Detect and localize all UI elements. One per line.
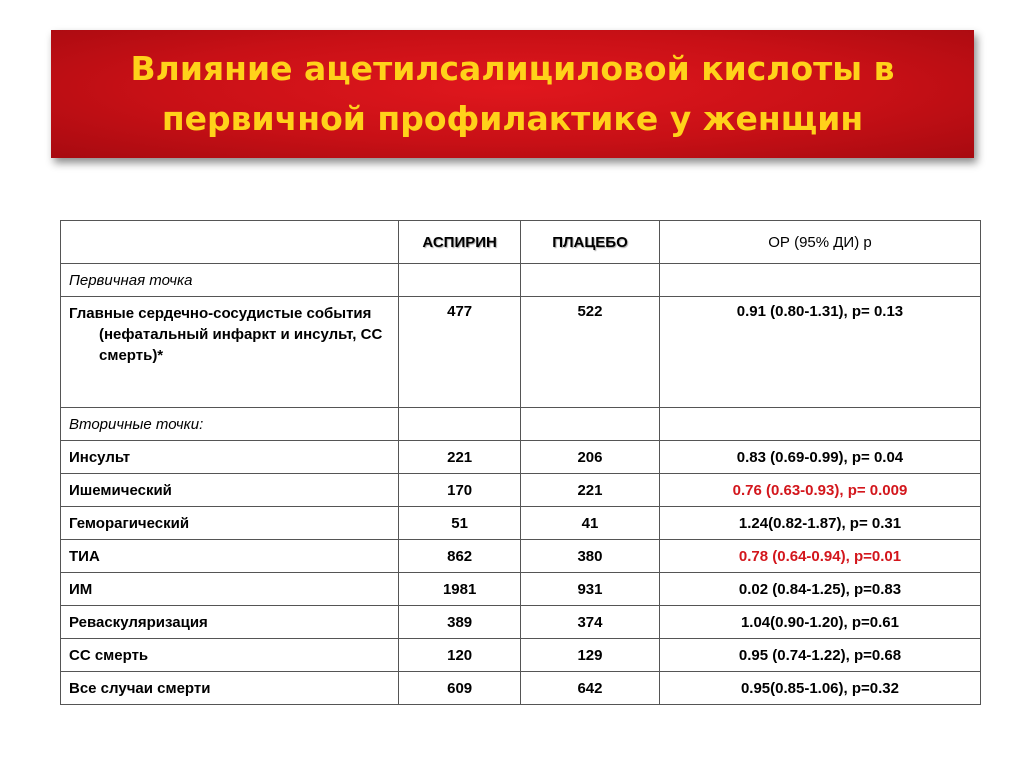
cell-aspirin: 51	[399, 507, 521, 540]
cell-aspirin: 1981	[399, 573, 521, 606]
header-placebo	[520, 221, 659, 264]
cell-placebo: 41	[520, 507, 659, 540]
header-or: ОР (95% ДИ) р	[659, 221, 980, 264]
empty-cell	[399, 264, 521, 297]
row-label: Инсульт	[61, 441, 399, 474]
section-row-secondary	[61, 408, 981, 441]
cell-placebo: 522	[520, 297, 659, 408]
cell-aspirin: 862	[399, 540, 521, 573]
cell-placebo: 380	[520, 540, 659, 573]
cell-placebo: 129	[520, 639, 659, 672]
table-header-row	[61, 221, 981, 264]
row-label	[61, 297, 399, 408]
table-row	[61, 474, 981, 507]
section-label-primary: Первичная точка	[61, 264, 399, 297]
cell-aspirin: 477	[399, 297, 521, 408]
row-label: Геморагический	[61, 507, 399, 540]
cell-aspirin: 609	[399, 672, 521, 705]
cell-or-highlight: 0.78 (0.64-0.94), р=0.01	[659, 540, 980, 573]
empty-cell	[520, 264, 659, 297]
header-label-cell	[61, 221, 399, 264]
table-row	[61, 507, 981, 540]
row-label: Реваскуляризация	[61, 606, 399, 639]
title-line-1: Влияние ацетилсалициловой кислоты в	[130, 49, 895, 88]
cell-or: 0.02 (0.84-1.25), р=0.83	[659, 573, 980, 606]
title-banner	[51, 30, 974, 158]
table-row	[61, 573, 981, 606]
cell-placebo: 931	[520, 573, 659, 606]
cell-placebo: 206	[520, 441, 659, 474]
cell-placebo: 642	[520, 672, 659, 705]
cell-or: 0.91 (0.80-1.31), р= 0.13	[659, 297, 980, 408]
table-row-primary	[61, 297, 981, 408]
row-label: СС смерть	[61, 639, 399, 672]
cell-or: 1.04(0.90-1.20), р=0.61	[659, 606, 980, 639]
cell-or: 1.24(0.82-1.87), р= 0.31	[659, 507, 980, 540]
cell-or-highlight: 0.76 (0.63-0.93), р= 0.009	[659, 474, 980, 507]
cell-aspirin: 389	[399, 606, 521, 639]
row-label: ТИА	[61, 540, 399, 573]
cell-placebo: 374	[520, 606, 659, 639]
cell-aspirin: 221	[399, 441, 521, 474]
table-row	[61, 606, 981, 639]
table-row	[61, 639, 981, 672]
section-row-primary	[61, 264, 981, 297]
table-row	[61, 672, 981, 705]
cell-aspirin: 120	[399, 639, 521, 672]
title-line-2: первичной профилактике у женщин	[161, 99, 864, 138]
empty-cell	[659, 264, 980, 297]
header-aspirin-text: АСПИРИН	[422, 233, 497, 251]
empty-cell	[659, 408, 980, 441]
table-row	[61, 540, 981, 573]
header-aspirin	[399, 221, 521, 264]
table-row	[61, 441, 981, 474]
row-label: Все случаи смерти	[61, 672, 399, 705]
cell-or: 0.83 (0.69-0.99), р= 0.04	[659, 441, 980, 474]
cell-or: 0.95(0.85-1.06), р=0.32	[659, 672, 980, 705]
cell-aspirin: 170	[399, 474, 521, 507]
section-label-secondary: Вторичные точки:	[61, 408, 399, 441]
header-placebo-text: ПЛАЦЕБО	[552, 233, 628, 251]
results-table	[60, 220, 981, 705]
row-label: Ишемический	[61, 474, 399, 507]
row-label-text: Главные сердечно-сосудистые события (нефатальный инфаркт и инсульт, СС смерть)*	[69, 305, 383, 364]
row-label: ИМ	[61, 573, 399, 606]
cell-or: 0.95 (0.74-1.22), р=0.68	[659, 639, 980, 672]
empty-cell	[520, 408, 659, 441]
empty-cell	[399, 408, 521, 441]
cell-placebo: 221	[520, 474, 659, 507]
